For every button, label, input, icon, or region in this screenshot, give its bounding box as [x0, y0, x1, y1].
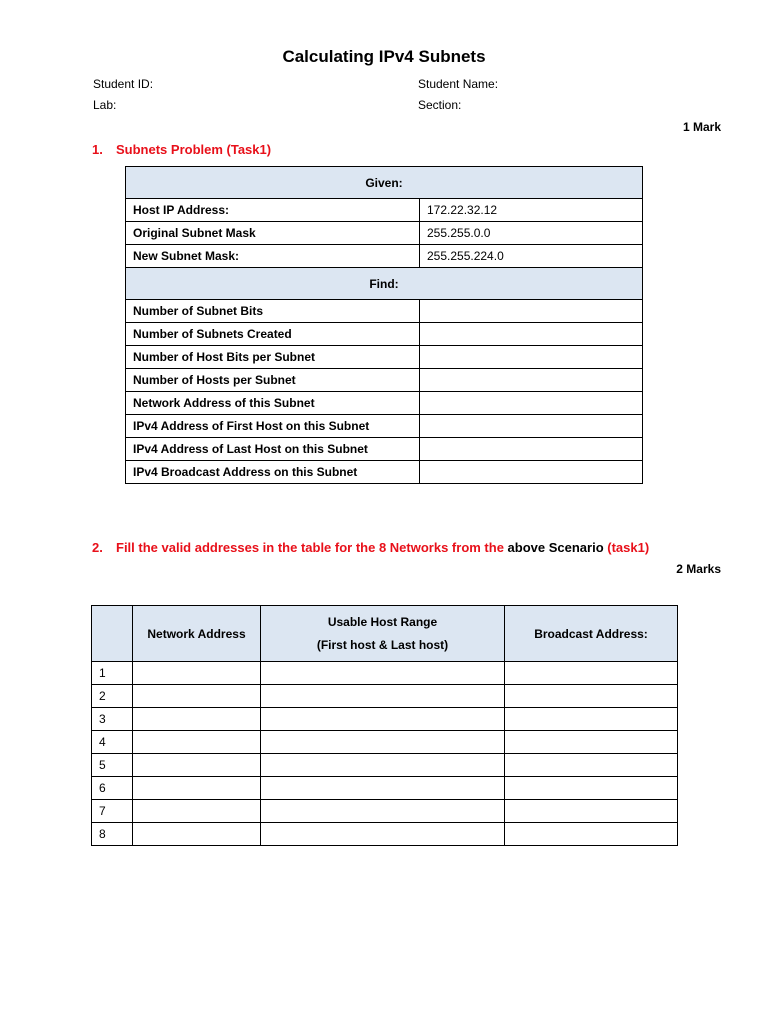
find-label: Number of Subnets Created [126, 323, 420, 346]
network-address-cell[interactable] [133, 800, 261, 823]
table-row [126, 222, 643, 245]
page-title: Calculating IPv4 Subnets [282, 47, 486, 66]
host-range-cell[interactable] [261, 823, 505, 846]
usable-host-range-column-header [261, 606, 505, 662]
q1-number: 1. [92, 142, 103, 157]
network-address-cell[interactable] [133, 777, 261, 800]
broadcast-address-cell[interactable] [505, 754, 678, 777]
find-answer-cell[interactable] [420, 438, 643, 461]
table-row [126, 245, 643, 268]
find-answer-cell[interactable] [420, 346, 643, 369]
given-label: Original Subnet Mask [126, 222, 420, 245]
given-label: Host IP Address: [126, 199, 420, 222]
row-number: 5 [92, 754, 133, 777]
table-row [92, 754, 678, 777]
row-number: 1 [92, 662, 133, 685]
find-label: Network Address of this Subnet [126, 392, 420, 415]
table-row [92, 731, 678, 754]
find-label: IPv4 Broadcast Address on this Subnet [126, 461, 420, 484]
find-answer-cell[interactable] [420, 461, 643, 484]
broadcast-address-cell[interactable] [505, 777, 678, 800]
broadcast-address-column-header: Broadcast Address: [505, 606, 678, 662]
find-answer-cell[interactable] [420, 415, 643, 438]
q1-heading-text: Subnets Problem (Task1) [116, 142, 272, 157]
find-label: Number of Host Bits per Subnet [126, 346, 420, 369]
host-range-cell[interactable] [261, 800, 505, 823]
index-column-header [92, 606, 133, 662]
given-header: Given: [126, 167, 643, 199]
subnet-problem-table [125, 166, 643, 484]
network-address-column-header: Network Address [133, 606, 261, 662]
given-value: 255.255.224.0 [420, 245, 643, 268]
broadcast-address-cell[interactable] [505, 800, 678, 823]
q2-marks: 2 Marks [676, 562, 721, 576]
section-label: Section: [418, 98, 462, 112]
given-value: 172.22.32.12 [420, 199, 643, 222]
usable-host-range-title: Usable Host Range [327, 614, 438, 629]
q1-heading [92, 142, 271, 157]
broadcast-address-cell[interactable] [505, 708, 678, 731]
network-address-cell[interactable] [133, 662, 261, 685]
given-value: 255.255.0.0 [420, 222, 643, 245]
table-row [92, 708, 678, 731]
host-range-cell[interactable] [261, 731, 505, 754]
host-range-cell[interactable] [261, 708, 505, 731]
find-answer-cell[interactable] [420, 300, 643, 323]
host-range-cell[interactable] [261, 754, 505, 777]
row-number: 6 [92, 777, 133, 800]
q2-heading-text: Fill the valid addresses in the table for the 8 Networks from the [116, 540, 508, 555]
table-row [126, 346, 643, 369]
broadcast-address-cell[interactable] [505, 662, 678, 685]
table-row [126, 438, 643, 461]
student-name-label: Student Name: [418, 77, 499, 91]
broadcast-address-cell[interactable] [505, 731, 678, 754]
find-header: Find: [126, 268, 643, 300]
usable-host-range-subtitle: (First host & Last host) [316, 637, 449, 652]
row-number: 7 [92, 800, 133, 823]
student-id-label: Student ID: [93, 77, 154, 91]
find-label: IPv4 Address of First Host on this Subnet [126, 415, 420, 438]
table-row [126, 415, 643, 438]
table-row [126, 323, 643, 346]
find-answer-cell[interactable] [420, 323, 643, 346]
host-range-cell[interactable] [261, 777, 505, 800]
row-number: 2 [92, 685, 133, 708]
lab-label: Lab: [93, 98, 117, 112]
table-row [126, 392, 643, 415]
table-row [92, 800, 678, 823]
table-row [126, 300, 643, 323]
table-row [126, 369, 643, 392]
host-range-cell[interactable] [261, 662, 505, 685]
network-address-cell[interactable] [133, 708, 261, 731]
given-label: New Subnet Mask: [126, 245, 420, 268]
table-row [92, 823, 678, 846]
table-header-row [92, 606, 678, 662]
q2-number: 2. [92, 540, 103, 555]
row-number: 8 [92, 823, 133, 846]
q2-heading [92, 540, 649, 555]
networks-table [91, 605, 678, 846]
table-row [126, 199, 643, 222]
broadcast-address-cell[interactable] [505, 685, 678, 708]
network-address-cell[interactable] [133, 823, 261, 846]
network-address-cell[interactable] [133, 731, 261, 754]
q2-heading-task: (task1) [603, 540, 650, 555]
find-label: IPv4 Address of Last Host on this Subnet [126, 438, 420, 461]
table-row [92, 777, 678, 800]
find-answer-cell[interactable] [420, 369, 643, 392]
find-answer-cell[interactable] [420, 392, 643, 415]
table-row [92, 685, 678, 708]
host-range-cell[interactable] [261, 685, 505, 708]
table-row [92, 662, 678, 685]
find-label: Number of Subnet Bits [126, 300, 420, 323]
network-address-cell[interactable] [133, 685, 261, 708]
broadcast-address-cell[interactable] [505, 823, 678, 846]
q2-heading-scenario: above Scenario [507, 540, 604, 555]
find-label: Number of Hosts per Subnet [126, 369, 420, 392]
network-address-cell[interactable] [133, 754, 261, 777]
row-number: 4 [92, 731, 133, 754]
row-number: 3 [92, 708, 133, 731]
table-row [126, 461, 643, 484]
q1-marks: 1 Mark [682, 120, 721, 134]
